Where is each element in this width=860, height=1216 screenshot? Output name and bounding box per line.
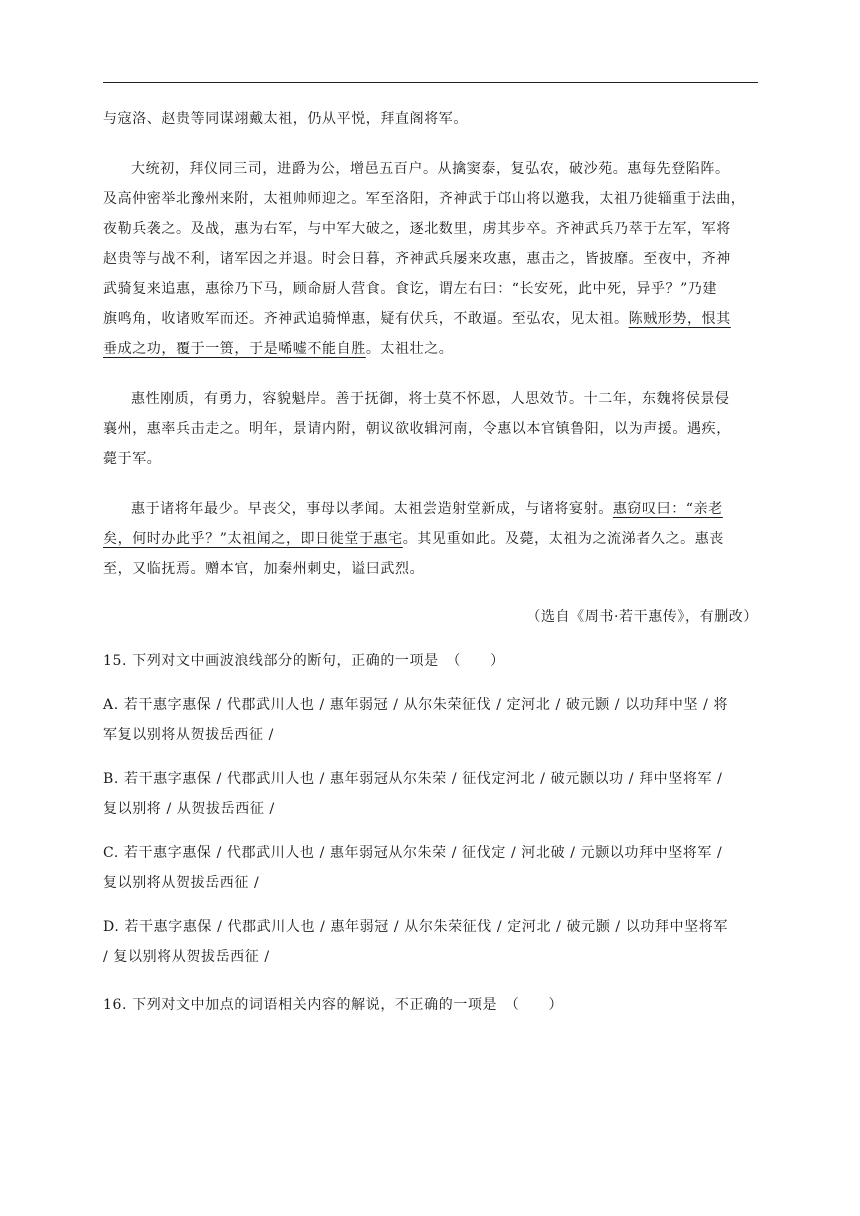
option-line: C. 若干惠字惠保 / 代郡武川人也 / 惠年弱冠从尔朱荣 / 征伐定 / 河北破 / 元颢以功拜中坚将军 / xyxy=(103,845,723,861)
option-line: 复以别将从贺拔岳西征 / xyxy=(103,875,260,891)
text-line: 薨于军。 xyxy=(103,451,162,467)
text-segment: 旗鸣角，收诸败军而还。齐神武追骑惮惠，疑有伏兵，不敢逼。至弘农，见太祖。 xyxy=(103,311,629,327)
underlined-sentence: 惠窃叹曰：“亲老 xyxy=(612,501,723,517)
text-segment: 。太祖壮之。 xyxy=(365,341,454,357)
option-line: 复以别将 / 从贺拔岳西征 / xyxy=(103,801,275,817)
text-line: 至，又临抚焉。赠本官，加秦州刺史，谥曰武烈。 xyxy=(103,561,425,577)
text-line: 夜勒兵袭之。及战，惠为右军，与中军大破之，逐北数里，虏其步卒。齐神武兵乃萃于左军，军将 xyxy=(103,221,731,237)
text-line: 与寇洛、赵贵等同谋翊戴太祖，仍从平悦，拜直阁将军。 xyxy=(103,111,468,127)
option-line: D. 若干惠字惠保 / 代郡武川人也 / 惠年弱冠 / 从尔朱荣征伐 / 定河北 / 破元颢 / 以功拜中坚将军 xyxy=(103,919,728,935)
question-15 xyxy=(103,646,758,972)
text-line: 惠性刚质，有勇力，容貌魁岸。善于抚御，将士莫不怀恩，人思效节。十二年，东魏将侯景侵 xyxy=(131,391,730,407)
text-segment: 。其见重如此。及薨，太祖为之流涕者久之。惠丧 xyxy=(402,531,724,547)
paragraph-3 xyxy=(103,384,758,474)
text-line xyxy=(103,304,758,334)
underlined-sentence: 陈贼形势，恨其 xyxy=(628,311,731,327)
option-line: 军复以别将从贺拔岳西征 / xyxy=(103,727,274,743)
text-line: 襄州，惠率兵击走之。明年，景请内附，朝议欲收辑河南，令惠以本官镇鲁阳，以为声援。遇疾， xyxy=(103,421,731,437)
text-line xyxy=(103,494,758,524)
text-segment: 惠于诸将年最少。早丧父，事母以孝闻。太祖尝造射堂新成，与诸将宴射。 xyxy=(131,501,613,517)
text-line: 武骑复来追惠，惠徐乃下马，顾命厨人营食。食讫，谓左右曰：“长安死，此中死，异乎？”乃建 xyxy=(103,281,718,297)
paragraph-2 xyxy=(103,154,758,364)
text-line: 及高仲密举北豫州来附，太祖帅师迎之。军至洛阳，齐神武于邙山将以邀我，太祖乃徙辎重于法曲， xyxy=(103,191,746,207)
underlined-sentence: 垂成之功，覆于一篑，于是唏嘘不能自胜 xyxy=(103,341,366,357)
option-line: B. 若干惠字惠保 / 代郡武川人也 / 惠年弱冠从尔朱荣 / 征伐定河北 / 破元颢以功 / 拜中坚将军 / xyxy=(103,771,723,787)
underlined-sentence: 矣，何时办此乎？”太祖闻之，即日徙堂于惠宅 xyxy=(103,531,403,547)
question-stem: 15. 下列对文中画波浪线部分的断句，正确的一项是 （ ） xyxy=(103,653,505,669)
option-c xyxy=(103,838,758,898)
source-citation: （选自《周书·若干惠传》，有删改） xyxy=(526,609,758,625)
question-16 xyxy=(103,990,758,1020)
document-body xyxy=(103,104,758,1020)
paragraph-4 xyxy=(103,494,758,584)
header-rule xyxy=(103,82,758,83)
question-stem: 16. 下列对文中加点的词语相关内容的解说，不正确的一项是 （ ） xyxy=(103,997,564,1013)
option-line: A. 若干惠字惠保 / 代郡武川人也 / 惠年弱冠 / 从尔朱荣征伐 / 定河北 / 破元颢 / 以功拜中坚 / 将 xyxy=(103,697,729,713)
option-a xyxy=(103,690,758,750)
option-line: / 复以别将从贺拔岳西征 / xyxy=(103,949,270,965)
option-d xyxy=(103,912,758,972)
text-line: 赵贵等与战不利，诸军因之并退。时会日暮，齐神武兵屡来攻惠，惠击之，皆披靡。至夜中，齐神 xyxy=(103,251,731,267)
text-line: 大统初，拜仪同三司，进爵为公，增邑五百户。从擒窦泰，复弘农，破沙苑。惠每先登陷阵。 xyxy=(131,161,730,177)
text-line xyxy=(103,334,758,364)
text-line xyxy=(103,524,758,554)
option-b xyxy=(103,764,758,824)
paragraph-1 xyxy=(103,104,758,134)
